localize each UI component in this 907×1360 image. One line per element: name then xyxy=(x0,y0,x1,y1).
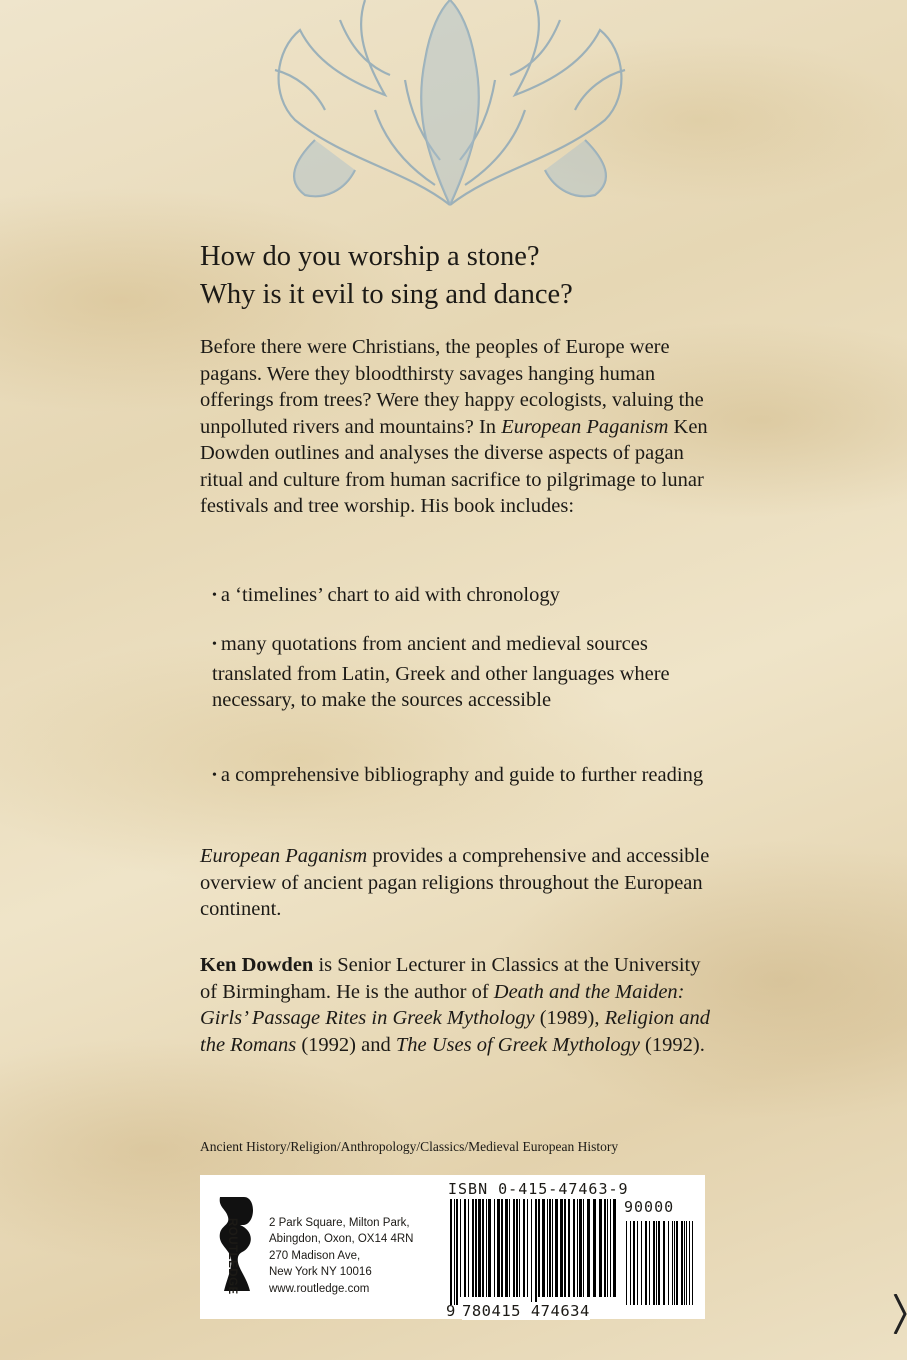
barcode-bar xyxy=(626,1221,627,1305)
price-code: 90000 xyxy=(624,1198,675,1216)
edge-mark xyxy=(893,1294,907,1334)
barcode-bar xyxy=(513,1199,515,1297)
barcode-bar xyxy=(663,1221,665,1305)
barcode-bar xyxy=(564,1199,566,1297)
barcode-bar xyxy=(637,1221,638,1305)
barcode-bar xyxy=(684,1221,685,1305)
bullet-dot: • xyxy=(212,768,217,783)
barcode-bar xyxy=(577,1199,578,1297)
barcode-bar xyxy=(552,1199,553,1297)
barcode-bar xyxy=(450,1199,452,1305)
barcode-bar xyxy=(542,1199,545,1297)
barcode-bar xyxy=(464,1199,466,1297)
barcode-bar xyxy=(686,1221,687,1305)
barcode-bar xyxy=(468,1199,469,1297)
barcode-bar xyxy=(613,1199,616,1297)
barcode-bar xyxy=(656,1221,657,1305)
publisher-name: ROUTLEDGE xyxy=(226,1218,238,1295)
barcode-bar xyxy=(630,1221,631,1305)
barcode-bar xyxy=(674,1221,675,1305)
bullet-item xyxy=(212,762,712,792)
address-line: 270 Madison Ave, xyxy=(269,1249,361,1262)
barcode-bar xyxy=(599,1199,602,1297)
barcode-bar xyxy=(547,1199,548,1297)
barcode-bar xyxy=(692,1221,693,1305)
barcode-number: 780415 474634 xyxy=(462,1302,590,1320)
bullet-text: a ‘timelines’ chart to aid with chronology xyxy=(220,584,560,606)
barcode-bar xyxy=(583,1199,584,1297)
bullet-item xyxy=(212,582,712,612)
barcode-bar xyxy=(653,1221,655,1305)
publisher-website: www.routledge.com xyxy=(269,1282,370,1295)
summary-text: provides a comprehensive and accessible overview of ancient pagan religions throughout the European continent. xyxy=(200,845,710,920)
barcode-bar xyxy=(538,1199,540,1297)
barcode-bar xyxy=(454,1199,455,1305)
barcode-bar xyxy=(555,1199,558,1297)
barcode-bar xyxy=(681,1221,683,1305)
barcode-bar xyxy=(497,1199,500,1297)
headline-line-2: Why is it evil to sing and dance? xyxy=(200,279,573,310)
barcode-bar xyxy=(475,1199,477,1297)
bullet-dot: • xyxy=(212,637,217,652)
intro-book-title: European Paganism xyxy=(501,415,669,438)
barcode-bar xyxy=(535,1199,537,1305)
barcode-bar xyxy=(560,1199,563,1297)
barcode-bar xyxy=(494,1199,495,1297)
barcode-bar xyxy=(604,1199,606,1297)
barcode-bar xyxy=(509,1199,510,1297)
barcode-bar xyxy=(641,1221,642,1305)
barcode-bar xyxy=(672,1221,673,1305)
bullet-text: many quotations from ancient and medieval sources translated from Latin, Greek and other languages where necessary, to make the sources accessible xyxy=(212,633,670,711)
barcode-bar xyxy=(689,1221,690,1305)
barcode-bar xyxy=(587,1199,590,1297)
bio-work-title: The Uses of Greek Mythology xyxy=(395,1033,640,1056)
address-line: New York NY 10016 xyxy=(269,1266,372,1279)
barcode-bar xyxy=(527,1199,528,1297)
barcode-bar xyxy=(607,1199,608,1297)
barcode-bar xyxy=(460,1199,461,1297)
barcode-bar xyxy=(482,1199,484,1297)
barcode-bar xyxy=(456,1199,458,1305)
barcode-bar xyxy=(676,1221,678,1305)
barcode-bar xyxy=(549,1199,551,1297)
publisher-address xyxy=(269,1215,413,1297)
barcode-bar xyxy=(472,1199,474,1297)
barcode-bar xyxy=(593,1199,596,1297)
barcode-bar xyxy=(519,1199,520,1297)
barcode-bar xyxy=(531,1199,532,1305)
subject-categories: Ancient History/Religion/Anthropology/Classics/Medieval European History xyxy=(200,1139,619,1154)
summary-book-title: European Paganism xyxy=(200,845,368,867)
bio-text: (1992). xyxy=(639,1033,705,1056)
bullet-dot: • xyxy=(212,588,217,603)
cover-headline xyxy=(200,238,760,314)
barcode-bar xyxy=(649,1221,650,1305)
intro-text-2: Ken Dowden outlines and analyses the diverse aspects of pagan ritual and culture from human sacrifice to pilgrimage to lunar festivals and tree worship. His book includes: xyxy=(200,415,708,517)
bio-text: (1989), xyxy=(534,1007,605,1029)
barcode-bar xyxy=(573,1199,575,1297)
barcode-bar xyxy=(478,1199,481,1297)
acanthus-ornament xyxy=(255,0,645,215)
barcode-bar xyxy=(610,1199,611,1297)
barcode-bar xyxy=(568,1199,570,1297)
bio-work-title: Death and the Maiden: Girls’ Passage Rites in Greek Mythology xyxy=(200,980,685,1029)
address-line: Abingdon, Oxon, OX14 4RN xyxy=(269,1233,414,1246)
barcode-bar xyxy=(486,1199,487,1297)
barcode-bar xyxy=(645,1221,647,1305)
barcode-bar xyxy=(523,1199,525,1297)
intro-text-1: Before there were Christians, the peoples of Europe were pagans. Were they bloodthirsty savages hanging human offerings from trees? Were they happy ecologists, valuing the unpolluted rivers and mountains? In xyxy=(200,336,704,438)
barcode-bar xyxy=(668,1221,669,1305)
barcode-bar xyxy=(501,1199,503,1297)
barcode-bar xyxy=(633,1221,635,1305)
address-line: 2 Park Square, Milton Park, xyxy=(269,1217,410,1229)
bio-text: (1992) and xyxy=(296,1033,396,1056)
intro-paragraph xyxy=(200,334,720,520)
barcode-bar xyxy=(516,1199,518,1297)
bio-text: is Senior Lecturer in Classics at the University of Birmingham. He is the author of xyxy=(200,954,701,1003)
bullet-item xyxy=(212,631,712,714)
summary-paragraph xyxy=(200,843,720,923)
author-name: Ken Dowden xyxy=(200,954,314,976)
barcode-bar xyxy=(579,1199,582,1297)
barcode-lead-digit: 9 xyxy=(446,1302,456,1320)
barcode-bar xyxy=(505,1199,508,1297)
bullet-text: a comprehensive bibliography and guide to further reading xyxy=(220,764,704,786)
barcode-bar xyxy=(488,1199,491,1297)
isbn-label: ISBN 0-415-47463-9 xyxy=(448,1180,629,1198)
barcode-bar xyxy=(658,1221,660,1305)
bio-work-title: Religion and the Romans xyxy=(200,1007,710,1056)
headline-line-1: How do you worship a stone? xyxy=(200,241,540,272)
author-bio xyxy=(200,952,720,1058)
